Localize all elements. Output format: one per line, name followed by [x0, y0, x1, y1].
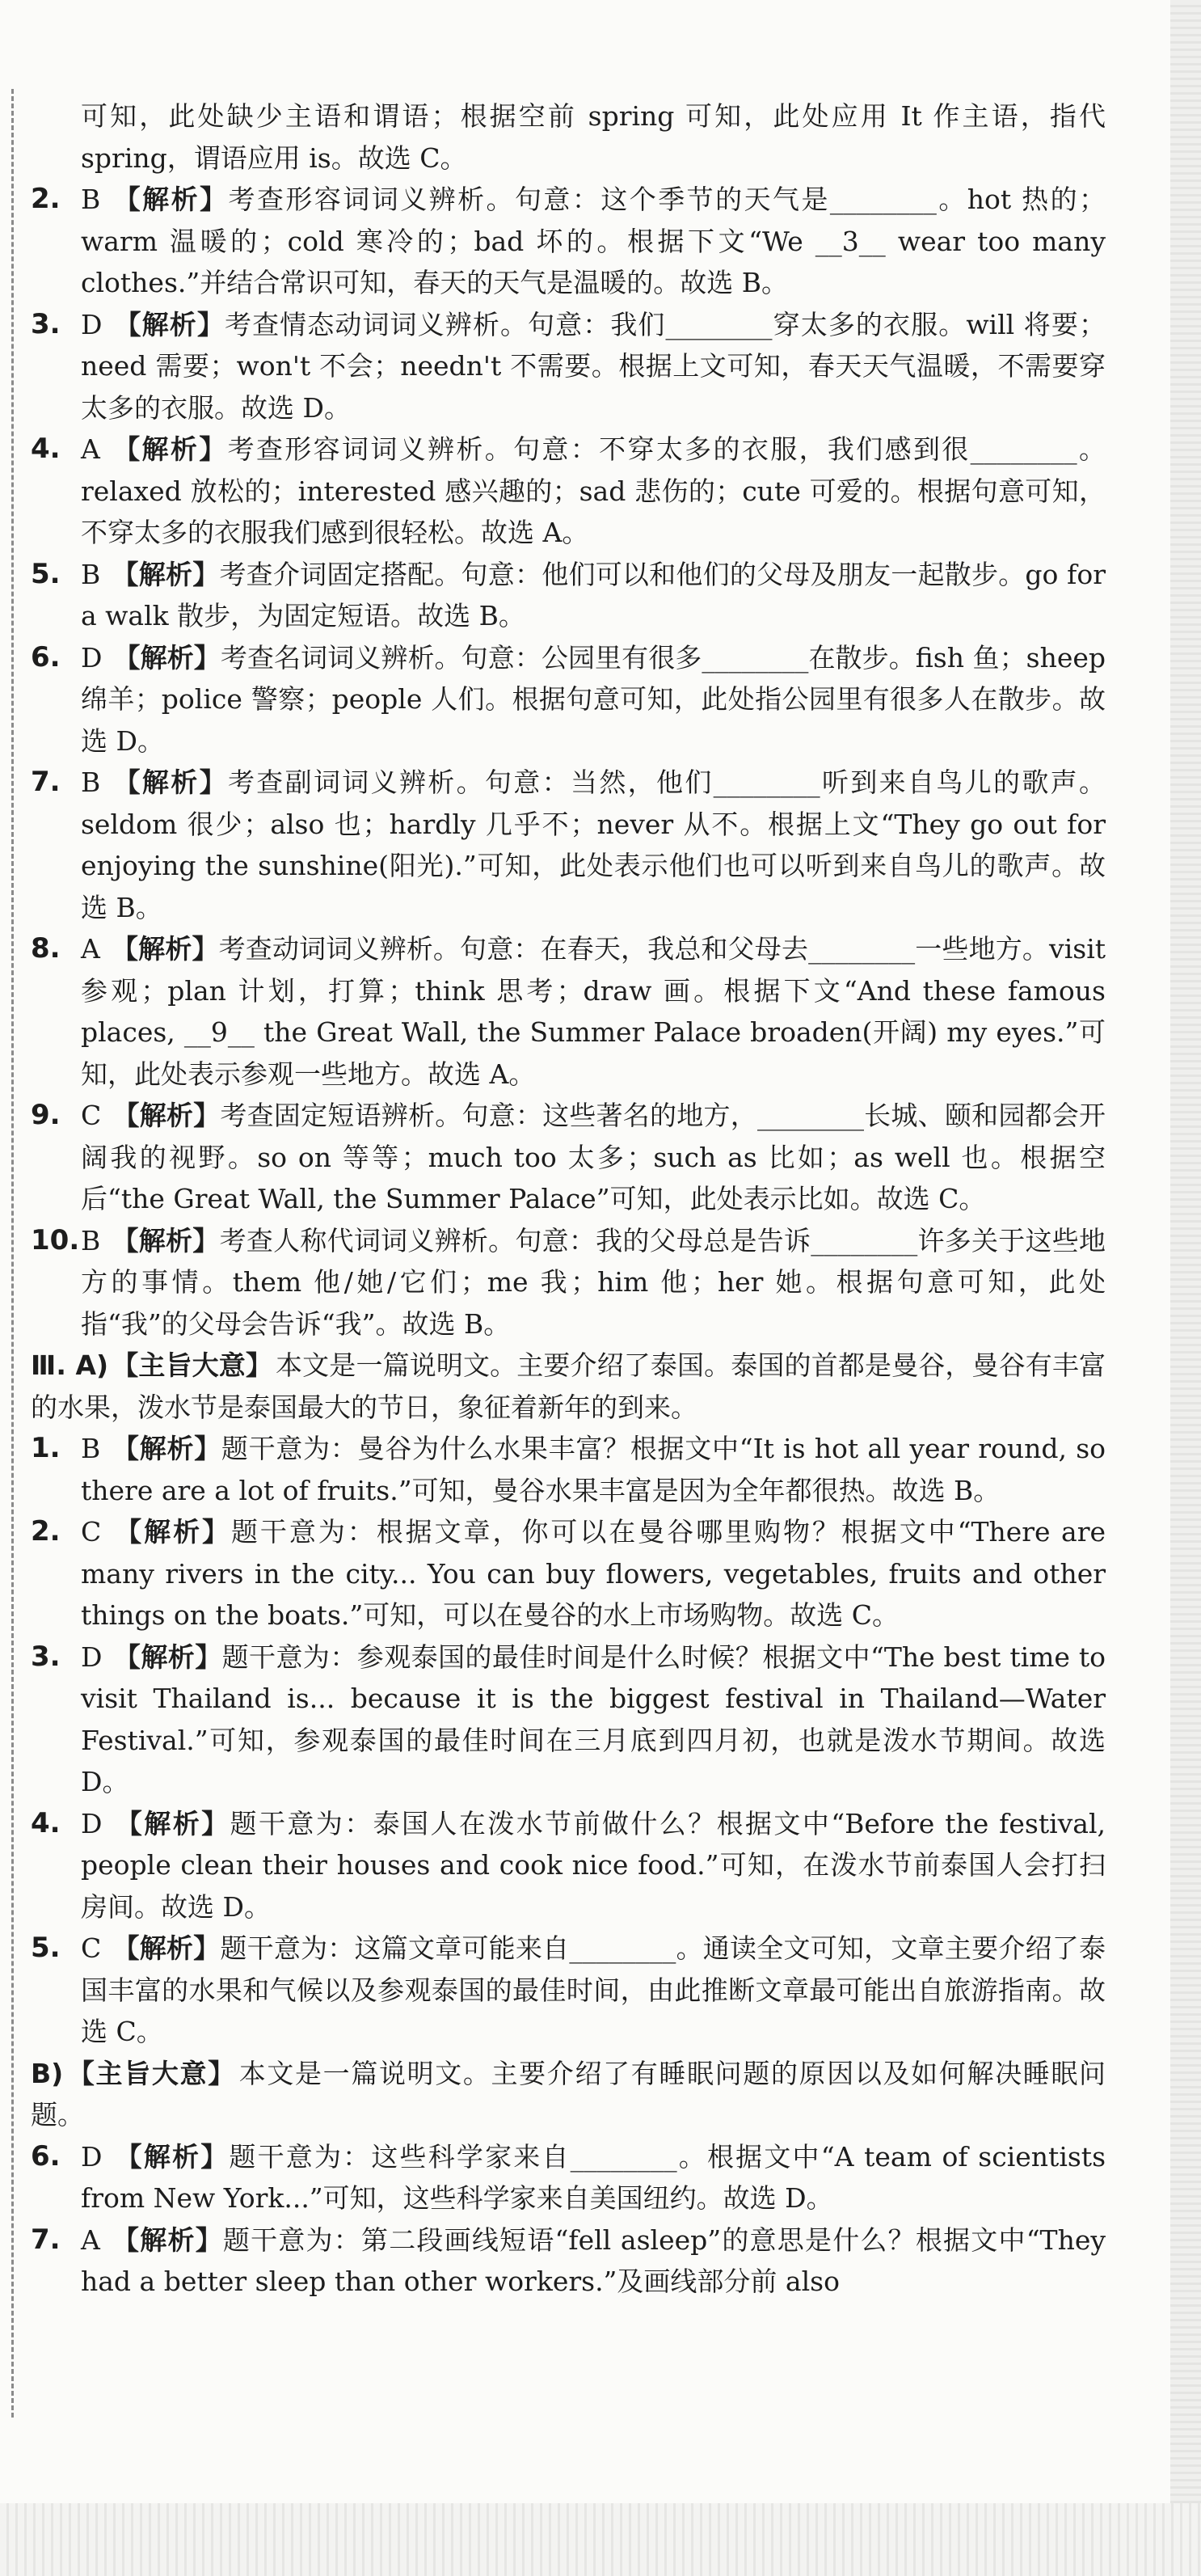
answer-item-2: [31, 179, 1106, 304]
item-answer: B: [81, 1433, 101, 1464]
analysis-tag: 【解析】: [113, 1807, 230, 1839]
summary-text: 本文是一篇说明文。主要介绍了有睡眠问题的原因以及如何解决睡眠问题。: [31, 2057, 1106, 2130]
item-number: 2.: [31, 183, 61, 215]
answer-item-a3: [31, 1636, 1106, 1803]
analysis-text: 题干意为：这些科学家来自________。根据文中“A team of scientists from New York...”可知，这些科学家来自美国纽约。故选 D。: [81, 2140, 1106, 2214]
analysis-text: 考查形容词词义辨析。句意：这个季节的天气是________。hot 热的；warm 温暖的；cold 寒冷的；bad 坏的。根据下文“We __3__ wear too many clothes.”并结合常识可知，春天的天气是温暖的。故选 B。: [81, 184, 1106, 298]
item-answer: D: [81, 1807, 103, 1839]
answer-item-5: [31, 554, 1106, 637]
analysis-tag: 【解析】: [112, 766, 228, 798]
item-number: 4.: [31, 1806, 61, 1839]
item-number: 5.: [31, 557, 61, 590]
summary-tag: 【主旨大意】: [112, 1349, 273, 1381]
analysis-tag: 【解析】: [113, 308, 225, 340]
section-a-summary: [31, 1345, 1106, 1428]
analysis-tag: 【解析】: [112, 1224, 220, 1256]
item-number: 3.: [31, 307, 61, 340]
analysis-tag: 【解析】: [113, 1641, 222, 1673]
analysis-text: 题干意为：第二段画线短语“fell asleep”的意思是什么？根据文中“They had a better sleep than other workers.”及画线部分前 also: [81, 2223, 1106, 2297]
answer-item-3: [31, 304, 1106, 429]
item-number: 7.: [31, 766, 61, 798]
analysis-text: 考查人称代词词义辨析。句意：我的父母总是告诉________许多关于这些地方的事情。them 他/她/它们；me 我；him 他；her 她。根据句意可知，此处指“我”的父母会告诉“我”。故选 B。: [81, 1224, 1106, 1340]
answer-item-b7: [31, 2219, 1106, 2303]
answer-item-10: [31, 1220, 1106, 1345]
analysis-text: 考查副词词义辨析。句意：当然，他们________听到来自鸟儿的歌声。seldom 很少；also 也；hardly 几乎不；never 从不。根据上文“They go out for enjoying the sunshine(阳光).”可知，此处表示他们也可以听到来自鸟儿的歌声。故选 B。: [81, 766, 1106, 923]
item-answer: B: [81, 558, 101, 590]
section-label: Ⅲ. A): [31, 1349, 109, 1381]
analysis-text: 题干意为：参观泰国的最佳时间是什么时候？根据文中“The best time to visit Thailand is... because it is the biggest festival in Thailand—Water Festival.”可知，参观泰国的最佳时间在三月底到四月初，也就是泼水节期间。故选 D。: [81, 1641, 1106, 1797]
analysis-text: 考查固定短语辨析。句意：这些著名的地方，________长城、颐和园都会开阔我的视野。so on 等等；much too 太多；such as 比如；as well 也。根据空后“the Great Wall, the Summer Palace”可知，此处表示比如。故选 C。: [81, 1100, 1106, 1214]
continuation-text: 可知，此处缺少主语和谓语；根据空前 spring 可知，此处应用 It 作主语，指代 spring，谓语应用 is。故选 C。: [81, 100, 1106, 174]
summary-tag: 【主旨大意】: [66, 2057, 236, 2089]
answer-item-6: [31, 637, 1106, 762]
item-answer: C: [81, 1932, 102, 1964]
item-answer: B: [81, 184, 101, 215]
item-number: 9.: [31, 1099, 61, 1131]
answer-item-7: [31, 762, 1106, 928]
analysis-text: 考查情态动词词义辨析。句意：我们________穿太多的衣服。will 将要；need 需要；won't 不会；needn't 不需要。根据上文可知，春天天气温暖，不需要穿太多的衣服。故选 D。: [81, 308, 1106, 424]
answer-item-8: [31, 928, 1106, 1095]
answer-item-4: [31, 429, 1106, 554]
answer-item-a1: [31, 1428, 1106, 1511]
analysis-text: 考查介词固定搭配。句意：他们可以和他们的父母及朋友一起散步。go for a walk 散步，为固定短语。故选 B。: [81, 558, 1106, 631]
item-number: 2.: [31, 1515, 61, 1548]
item-answer: C: [81, 1100, 102, 1131]
item-answer: C: [81, 1516, 102, 1548]
answer-item-a5: [31, 1928, 1106, 2053]
page-edge-strip: [1170, 0, 1201, 2576]
item-number: 1.: [31, 1432, 61, 1464]
answer-item-a4: [31, 1803, 1106, 1928]
item-answer: D: [81, 2140, 103, 2173]
analysis-text: 题干意为：曼谷为什么水果丰富？根据文中“It is hot all year round, so there are a lot of fruits.”可知，曼谷水果丰富是因为全年都很热。故选 B。: [81, 1433, 1106, 1506]
analysis-tag: 【解析】: [111, 2223, 223, 2256]
analysis-text: 题干意为：泰国人在泼水节前做什么？根据文中“Before the festival, people clean their houses and cook nice food.”可知，在泼水节前泰国人会打扫房间。故选 D。: [81, 1807, 1106, 1923]
analysis-text: 题干意为：根据文章，你可以在曼谷哪里购物？根据文中“There are many rivers in the city... You can buy flowers, vegetables, fruits and other things on the boats.”可知，可以在曼谷的水上市场购物。故选 C。: [81, 1516, 1106, 1631]
answer-document: [31, 95, 1106, 2303]
item-number: 10.: [31, 1223, 80, 1256]
summary-text: 本文是一篇说明文。主要介绍了泰国。泰国的首都是曼谷，曼谷有丰富的水果，泼水节是泰国最大的节日，象征着新年的到来。: [31, 1349, 1106, 1423]
item-answer: D: [81, 308, 103, 340]
analysis-tag: 【解析】: [111, 933, 219, 965]
binding-dashed-line: [11, 89, 14, 2418]
item-number: 6.: [31, 640, 61, 674]
page-bottom-strip: [0, 2503, 1201, 2576]
analysis-text: 考查形容词词义辨析。句意：不穿太多的衣服，我们感到很________。relaxed 放松的；interested 感兴趣的；sad 悲伤的；cute 可爱的。根据句意可知，不穿太多的衣服我们感到很轻松。故选 A。: [81, 433, 1106, 548]
item-answer: B: [81, 766, 101, 798]
analysis-tag: 【解析】: [112, 184, 229, 215]
item-answer: D: [81, 1641, 103, 1673]
analysis-tag: 【解析】: [113, 2140, 230, 2173]
item-number: 3.: [31, 1640, 61, 1673]
analysis-tag: 【解析】: [112, 558, 220, 590]
answer-item-a2: [31, 1511, 1106, 1636]
analysis-tag: 【解析】: [112, 1932, 221, 1964]
analysis-tag: 【解析】: [111, 433, 228, 465]
item-number: 4.: [31, 433, 61, 465]
item-answer: A: [81, 433, 100, 465]
answer-item-9: [31, 1095, 1106, 1220]
item-answer: B: [81, 1224, 101, 1256]
analysis-text: 题干意为：这篇文章可能来自________。通读全文可知，文章主要介绍了泰国丰富的水果和气候以及参观泰国的最佳时间，由此推断文章最可能出自旅游指南。故选 C。: [81, 1932, 1106, 2047]
answer-item-b6: [31, 2136, 1106, 2219]
item-number: 8.: [31, 932, 61, 965]
item-answer: A: [81, 2223, 100, 2256]
analysis-tag: 【解析】: [112, 1516, 231, 1548]
section-label: B): [31, 2057, 64, 2089]
item-answer: D: [81, 641, 103, 674]
item-number: 7.: [31, 2223, 61, 2256]
item-number: 6.: [31, 2139, 61, 2173]
analysis-tag: 【解析】: [112, 1433, 221, 1464]
section-b-summary: [31, 2053, 1106, 2136]
item-number: 5.: [31, 1932, 61, 1964]
analysis-text: 考查动词词义辨析。句意：在春天，我总和父母去________一些地方。visit 参观；plan 计划，打算；think 思考；draw 画。根据下文“And these famous places, __9__ the Great Wall, the Summer Palace broaden(开阔) my eyes.”可知，此处表示参观一些地方。故选 A。: [81, 933, 1106, 1090]
analysis-tag: 【解析】: [112, 1100, 221, 1131]
analysis-tag: 【解析】: [113, 641, 221, 674]
continuation-paragraph: [31, 95, 1106, 179]
analysis-text: 考查名词词义辨析。句意：公园里有很多________在散步。fish 鱼；sheep 绵羊；police 警察；people 人们。根据句意可知，此处指公园里有很多人在散步。故选 D。: [81, 641, 1106, 757]
item-answer: A: [81, 933, 100, 965]
